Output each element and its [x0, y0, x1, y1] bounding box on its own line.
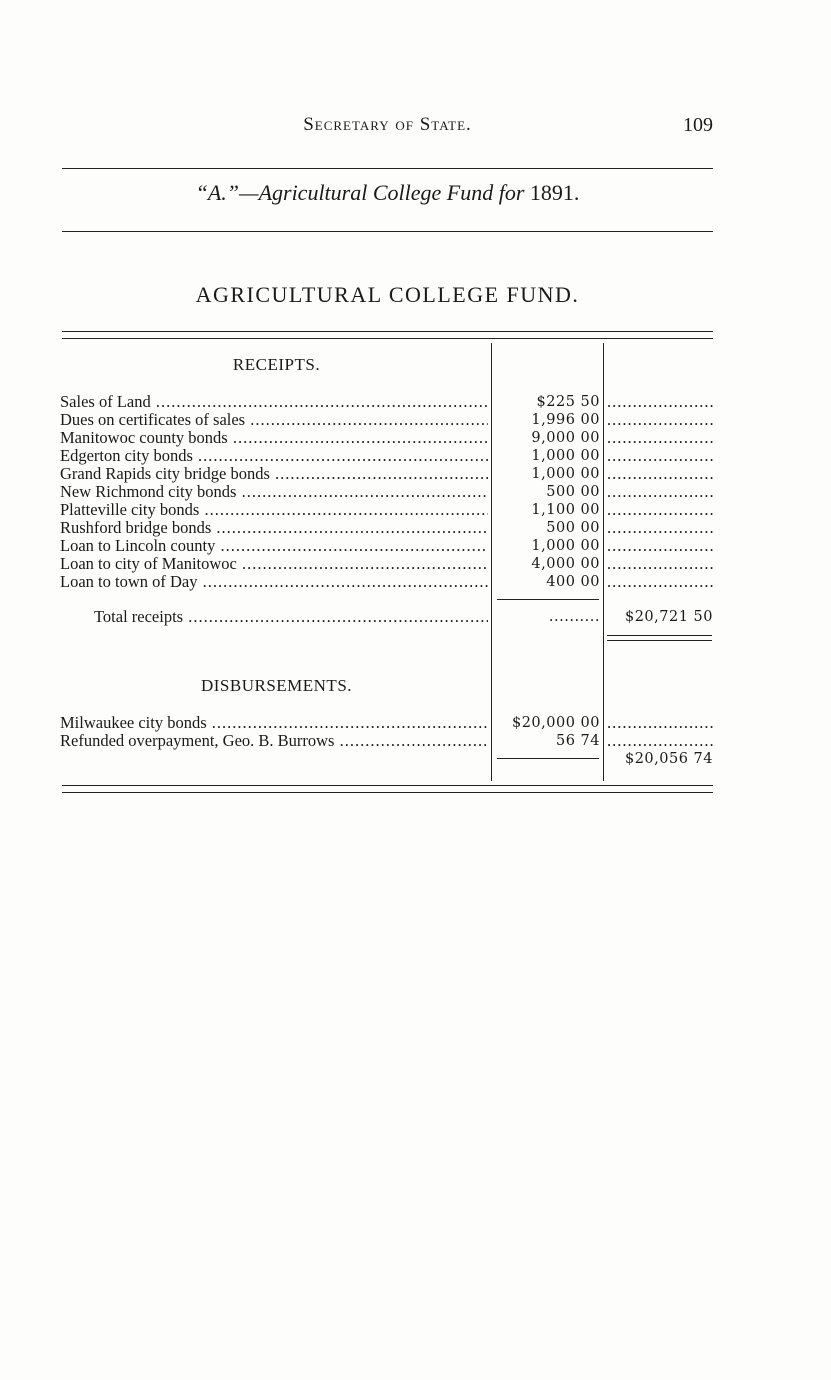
- table-row: [60, 732, 713, 750]
- total-double-rule-2: [607, 640, 712, 641]
- leader-dots: [607, 501, 713, 519]
- leader-dots: [607, 573, 713, 591]
- leader-dots: [607, 555, 713, 573]
- leader-dots: [607, 447, 713, 465]
- table-row: [60, 483, 713, 501]
- row-label: Refunded overpayment, Geo. B. Burrows .....: [60, 732, 488, 750]
- row-label: Grand Rapids city bridge bonds .....: [60, 465, 488, 483]
- page-number: 109: [683, 114, 713, 136]
- disbursements-rows: [60, 714, 713, 750]
- row-amount: 1,000 00: [531, 448, 600, 464]
- row-label: Edgerton city bonds .....: [60, 447, 488, 465]
- row-amount: $225 50: [536, 394, 600, 410]
- subtitle-text: “A.”—Agricultural College Fund for: [195, 180, 525, 205]
- row-amount: 1,000 00: [531, 466, 600, 482]
- total-double-rule-1: [607, 635, 712, 636]
- table-row: [60, 573, 713, 591]
- table-row: [60, 429, 713, 447]
- row-label: Loan to city of Manitowoc .....: [60, 555, 488, 573]
- subtitle: [62, 180, 713, 206]
- leader-dots: [607, 519, 713, 537]
- row-amount: 500 00: [546, 520, 600, 536]
- total-disbursements-amount: $20,056 74: [624, 751, 713, 767]
- total-receipts-row: [60, 608, 713, 626]
- leader-dots: [607, 393, 713, 411]
- leader-dots: [607, 732, 713, 750]
- row-amount: 500 00: [546, 484, 600, 500]
- row-amount: 1,996 00: [531, 412, 600, 428]
- row-label: Dues on certificates of sales .....: [60, 411, 488, 429]
- fund-title: AGRICULTURAL COLLEGE FUND.: [195, 282, 580, 307]
- row-label: Sales of Land .....: [60, 393, 488, 411]
- row-label: Loan to town of Day .....: [60, 573, 488, 591]
- total-receipts-label: Total receipts .....: [94, 608, 488, 626]
- leader-dots: [607, 714, 713, 732]
- row-label: Rushford bridge bonds .....: [60, 519, 488, 537]
- leader-dots: [607, 537, 713, 555]
- disbursements-heading: DISBURSEMENTS.: [200, 676, 353, 695]
- table-row: [60, 393, 713, 411]
- leader-dots: [607, 411, 713, 429]
- row-amount: 400 00: [546, 574, 600, 590]
- receipts-rows: [60, 393, 713, 591]
- table-bottom-rule: [62, 785, 713, 786]
- leader-dots: [607, 429, 713, 447]
- row-amount: 4,000 00: [531, 556, 600, 572]
- subtotal-rule: [497, 599, 599, 600]
- running-head: Secretary of State.: [303, 114, 472, 135]
- row-label: Platteville city bonds .....: [60, 501, 488, 519]
- leader-dots: [607, 483, 713, 501]
- header-rule-bottom: [62, 231, 713, 232]
- leader-dots: [607, 465, 713, 483]
- table-row: [60, 714, 713, 732]
- row-label: New Richmond city bonds .....: [60, 483, 488, 501]
- table-row: [60, 465, 713, 483]
- row-amount: 56 74: [555, 733, 600, 749]
- table-row: [60, 447, 713, 465]
- table-row: [60, 750, 713, 768]
- subtitle-year: 1891.: [529, 180, 580, 205]
- row-amount: 9,000 00: [531, 430, 600, 446]
- row-label: Loan to Lincoln county .....: [60, 537, 488, 555]
- total-receipts-amount: $20,721 50: [624, 609, 713, 625]
- header-rule-top: [62, 168, 713, 169]
- leader-dots: ..........: [548, 609, 600, 625]
- receipts-heading: RECEIPTS.: [232, 355, 321, 374]
- table-top-rule-2: [62, 338, 713, 339]
- table-row: [60, 519, 713, 537]
- row-label: Manitowoc county bonds .....: [60, 429, 488, 447]
- row-amount: 1,000 00: [531, 538, 600, 554]
- table-top-rule: [62, 331, 713, 332]
- table-row: [60, 537, 713, 555]
- table-row: [60, 555, 713, 573]
- row-amount: 1,100 00: [531, 502, 600, 518]
- table-row: [60, 411, 713, 429]
- table-row: [60, 608, 713, 626]
- disbursements-total-row: [60, 750, 713, 768]
- table-row: [60, 501, 713, 519]
- table-bottom-rule-2: [62, 792, 713, 793]
- row-amount: $20,000 00: [511, 715, 600, 731]
- row-label: Milwaukee city bonds .....: [60, 714, 488, 732]
